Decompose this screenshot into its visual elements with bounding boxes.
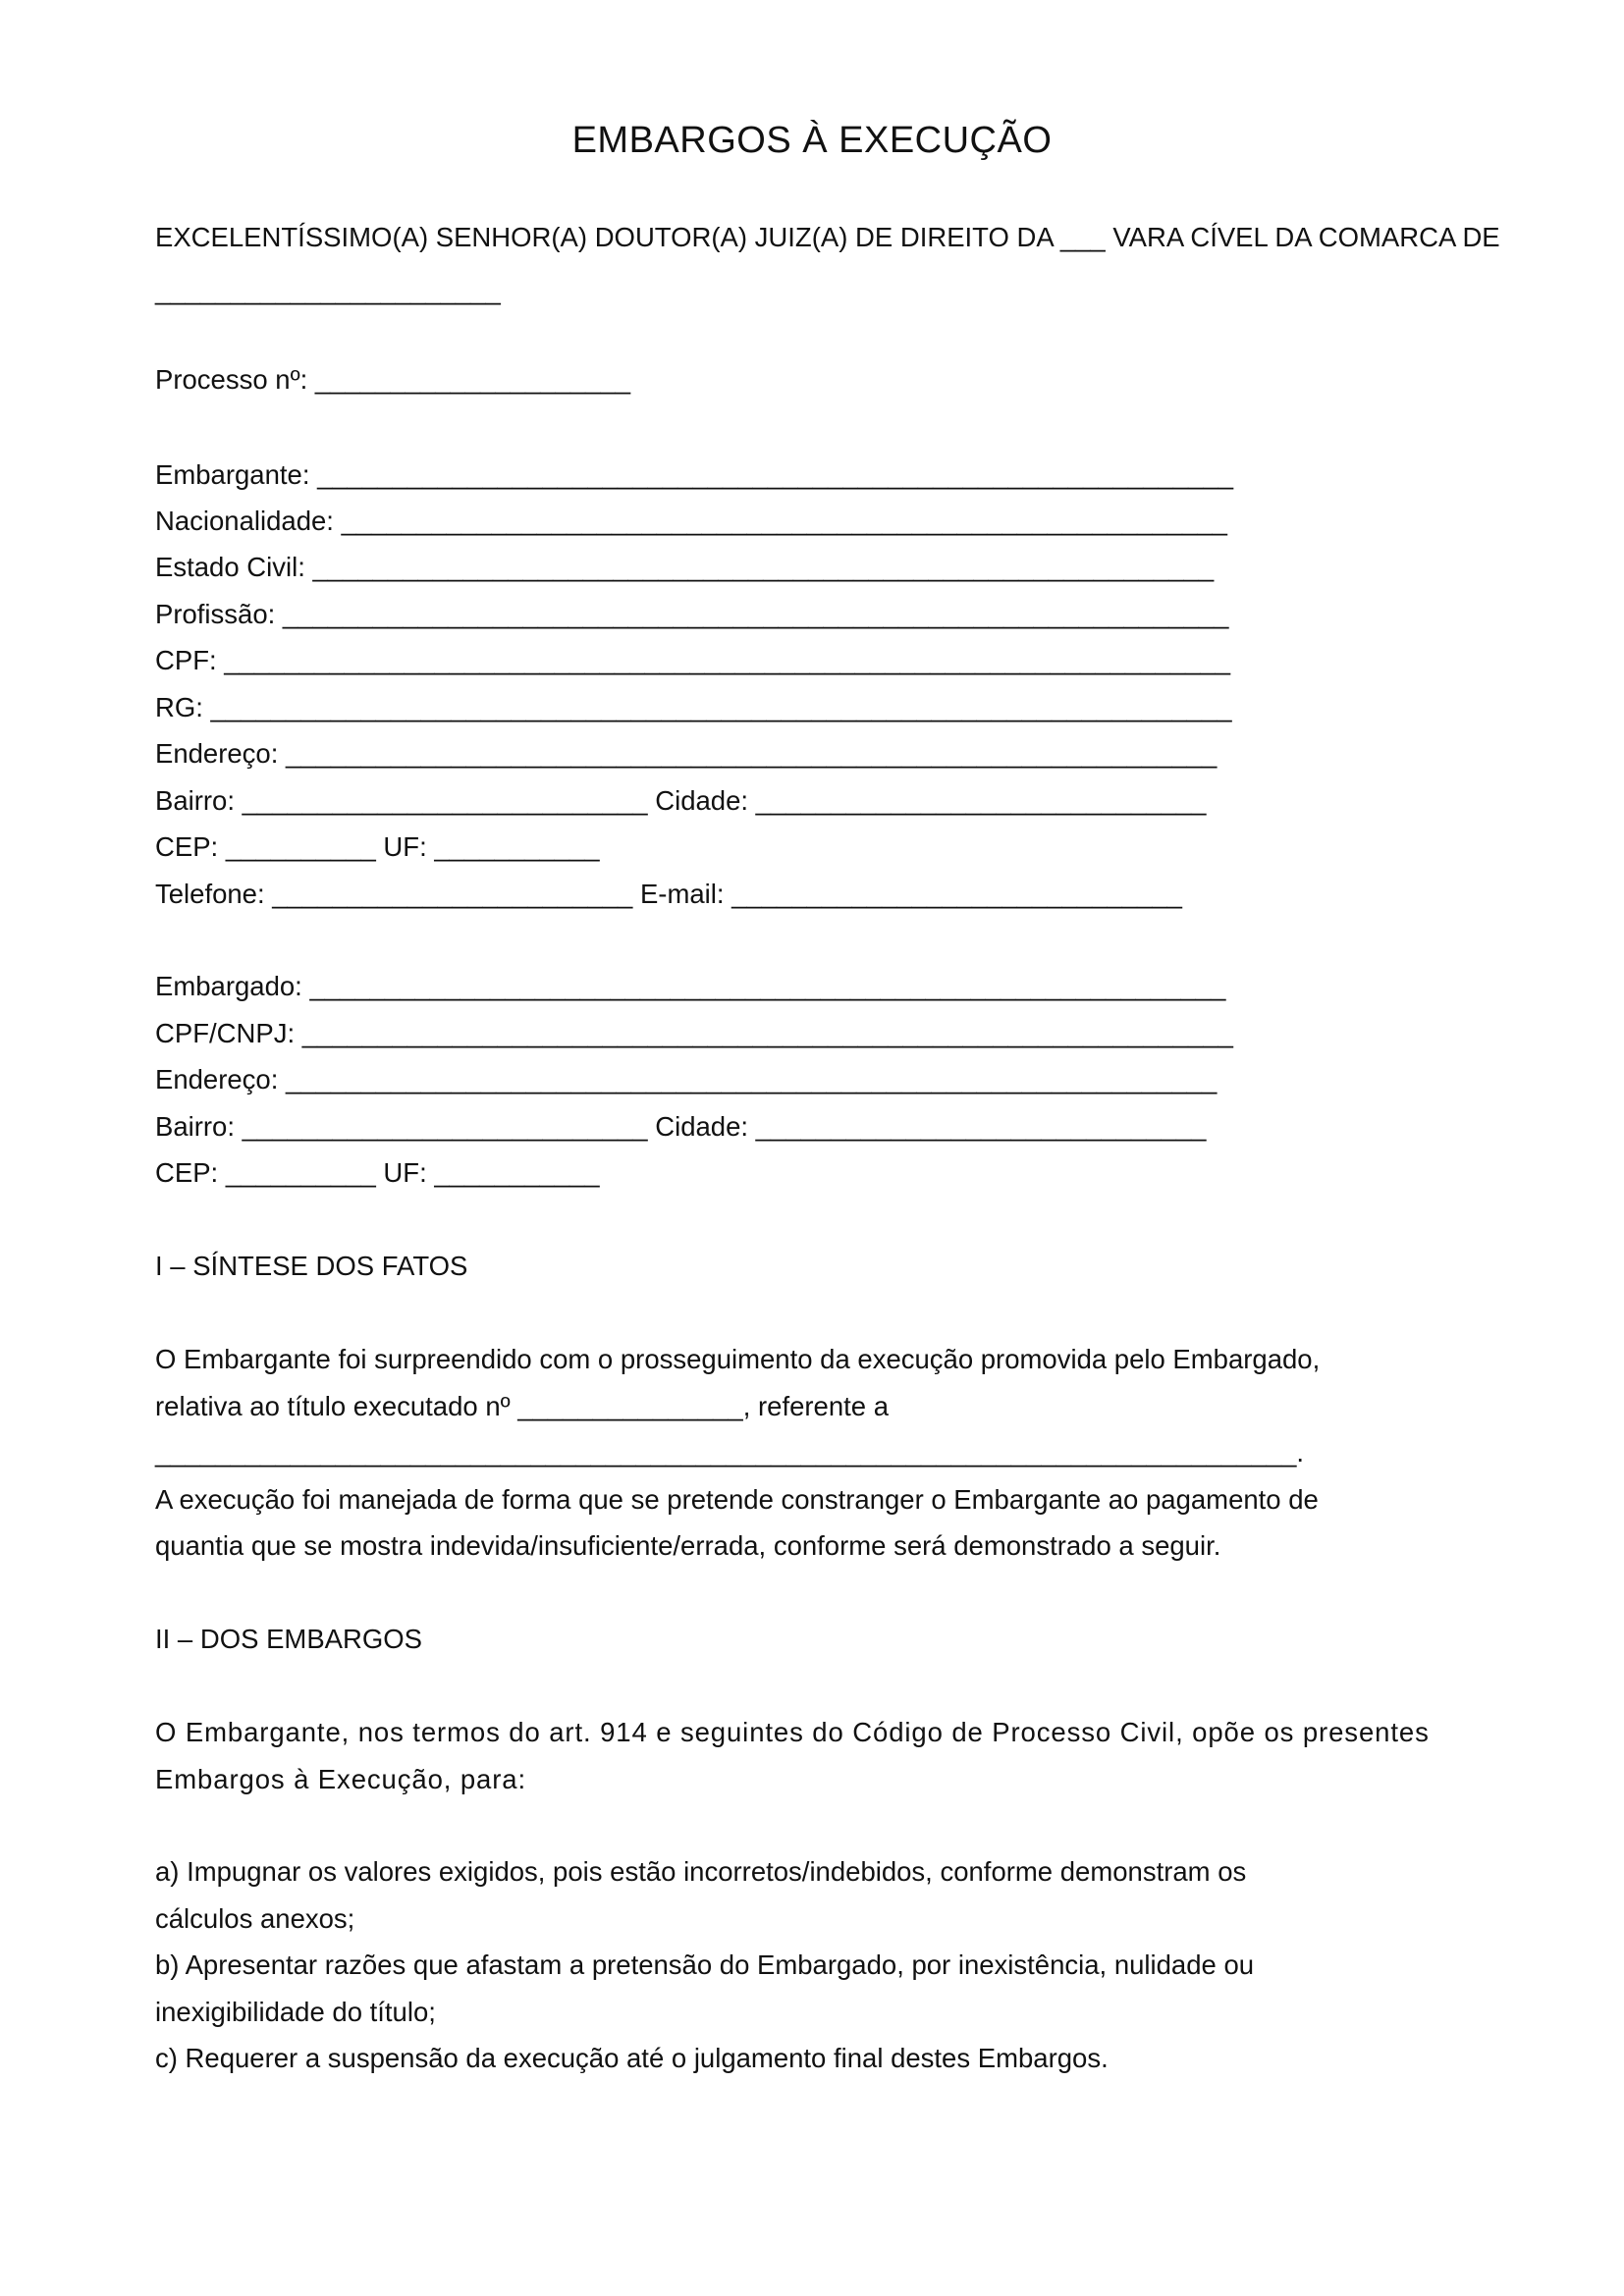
embargante-phone-email: Telefone: ________________________ E-mail: ______________________________ bbox=[155, 879, 1182, 909]
section1-paragraph-line: quantia que se mostra indevida/insuficiente/errada, conforme será demonstrado a seguir. bbox=[155, 1530, 1221, 1561]
section1-paragraph-line: ____________________________________________________________________________. bbox=[155, 1437, 1304, 1468]
section2-intro-line: Embargos à Execução, para: bbox=[155, 1764, 527, 1794]
section2-item-line: a) Impugnar os valores exigidos, pois estão incorretos/indebidos, conforme demonstram os bbox=[155, 1856, 1247, 1887]
embargante-civil-status: Estado Civil: ____________________________________________________________ bbox=[155, 552, 1215, 582]
embargado-address: Endereço: ______________________________________________________________ bbox=[155, 1064, 1218, 1095]
embargado-name: Embargado: _____________________________________________________________ bbox=[155, 971, 1226, 1001]
embargado-neighborhood-city: Bairro: ___________________________ Cidade: ______________________________ bbox=[155, 1111, 1207, 1142]
embargante-cep-uf: CEP: __________ UF: ___________ bbox=[155, 831, 600, 862]
addressee-line-1: EXCELENTÍSSIMO(A) SENHOR(A) DOUTOR(A) JUIZ(A) DE DIREITO DA ___ VARA CÍVEL DA COMARCA DE bbox=[155, 222, 1500, 252]
section1-paragraph-line: relativa ao título executado nº _______________, referente a bbox=[155, 1391, 889, 1421]
embargante-profession: Profissão: _______________________________________________________________ bbox=[155, 599, 1229, 629]
section2-heading: II – DOS EMBARGOS bbox=[155, 1624, 423, 1654]
embargante-address: Endereço: ______________________________________________________________ bbox=[155, 738, 1218, 769]
embargado-cep-uf: CEP: __________ UF: ___________ bbox=[155, 1157, 600, 1188]
embargante-cpf: CPF: ___________________________________________________________________ bbox=[155, 645, 1230, 675]
process-number: Processo nº: _____________________ bbox=[155, 364, 631, 395]
document-title: EMBARGOS À EXECUÇÃO bbox=[571, 120, 1053, 161]
addressee-line-2: _______________________ bbox=[155, 275, 501, 305]
section2-item-line: cálculos anexos; bbox=[155, 1903, 355, 1934]
section2-item-line: b) Apresentar razões que afastam a pretensão do Embargado, por inexistência, nulidade ou bbox=[155, 1949, 1255, 1980]
embargante-nationality: Nacionalidade: ___________________________________________________________ bbox=[155, 506, 1227, 536]
embargante-rg: RG: ____________________________________________________________________ bbox=[155, 692, 1232, 722]
section1-paragraph-line: A execução foi manejada de forma que se pretende constranger o Embargante ao pagamento de bbox=[155, 1484, 1319, 1515]
section1-heading: I – SÍNTESE DOS FATOS bbox=[155, 1251, 468, 1281]
section1-paragraph-line: O Embargante foi surpreendido com o prosseguimento da execução promovida pelo Embargado, bbox=[155, 1344, 1321, 1374]
section2-intro-line: O Embargante, nos termos do art. 914 e seguintes do Código de Processo Civil, opõe os presentes bbox=[155, 1717, 1430, 1747]
embargado-cpf-cnpj: CPF/CNPJ: ______________________________________________________________ bbox=[155, 1018, 1233, 1048]
embargante-neighborhood-city: Bairro: ___________________________ Cidade: ______________________________ bbox=[155, 785, 1207, 816]
section2-item-line: inexigibilidade do título; bbox=[155, 1997, 436, 2027]
embargante-name: Embargante: _____________________________________________________________ bbox=[155, 459, 1234, 490]
section2-item-line: c) Requerer a suspensão da execução até o julgamento final destes Embargos. bbox=[155, 2043, 1109, 2073]
